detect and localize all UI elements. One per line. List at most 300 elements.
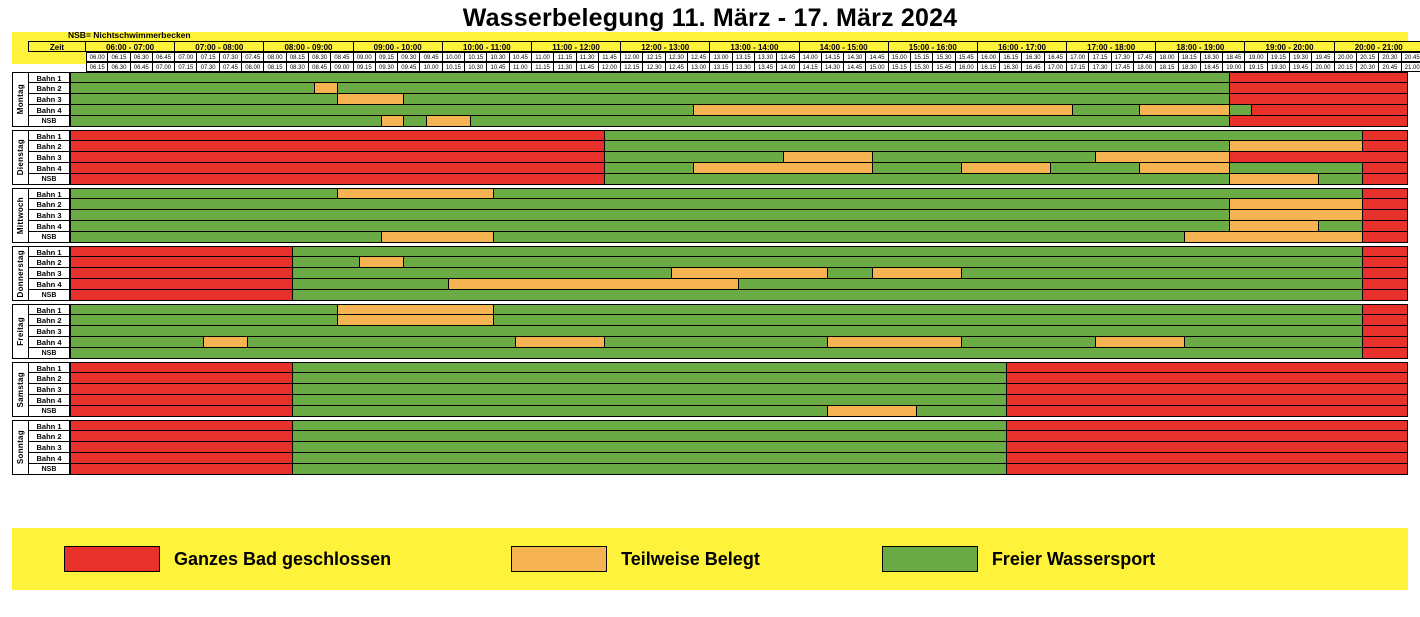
slot-block-closed xyxy=(70,373,293,384)
header-hour-cell: 08:00 - 09:00 xyxy=(264,41,353,52)
day-label-text: Sonntag xyxy=(16,430,25,465)
header-quarter-cell: 13.30 xyxy=(733,62,755,72)
slot-block-free xyxy=(605,174,1229,185)
slot-block-closed xyxy=(70,141,605,152)
header-quarter-cell: 18.15 xyxy=(1179,52,1201,62)
header-hour-cell: 11:00 - 12:00 xyxy=(532,41,621,52)
slot-block-closed xyxy=(70,163,605,174)
slot-block-closed xyxy=(70,362,293,373)
slot-block-closed xyxy=(1363,337,1408,348)
slot-block-free xyxy=(962,268,1363,279)
slot-block-closed xyxy=(70,384,293,395)
header-quarter-cell: 19.00 xyxy=(1245,52,1267,62)
header-quarter-cell: 12.30 xyxy=(643,62,665,72)
slot-block-free xyxy=(293,373,1007,384)
day-block-mittwoch xyxy=(12,188,1420,243)
header-quarter-cell: 21.00 xyxy=(1402,62,1420,72)
table-row xyxy=(28,72,1420,83)
table-row xyxy=(28,453,1420,464)
header-quarter-cell: 06.45 xyxy=(153,52,175,62)
header-quarter-cell: 12.45 xyxy=(666,62,688,72)
header-quarter-cell: 09.15 xyxy=(354,62,376,72)
slot-block-partial xyxy=(204,337,249,348)
header-hour-cell: 20:00 - 21:00 xyxy=(1335,41,1420,52)
lane-label: NSB xyxy=(28,464,70,475)
day-label-text: Dienstag xyxy=(16,139,25,176)
table-row xyxy=(28,94,1420,105)
slot-block-closed xyxy=(1007,464,1408,475)
slot-block-free xyxy=(293,290,1363,301)
lane-label: Bahn 4 xyxy=(28,105,70,116)
lane-label: Bahn 4 xyxy=(28,395,70,406)
slot-block-closed xyxy=(1230,152,1408,163)
header-quarter-cell: 08.15 xyxy=(287,52,309,62)
header-quarter-cell: 13.45 xyxy=(777,52,799,62)
header-hour-cell: 14:00 - 15:00 xyxy=(800,41,889,52)
table-row xyxy=(28,395,1420,406)
header-quarter-cell: 19.45 xyxy=(1312,52,1334,62)
slot-block-closed xyxy=(1007,453,1408,464)
header-quarter-cell: 13.15 xyxy=(733,52,755,62)
slot-block-free xyxy=(1073,105,1140,116)
header-quarter-cell: 18.30 xyxy=(1179,62,1201,72)
slot-block-closed xyxy=(70,174,605,185)
header-hour-cell: 19:00 - 20:00 xyxy=(1245,41,1334,52)
header-quarter-cell: 13.45 xyxy=(755,62,777,72)
slot-block-closed xyxy=(1007,431,1408,442)
header-quarter-cell: 09.00 xyxy=(354,52,376,62)
lane-label: Bahn 1 xyxy=(28,420,70,431)
slot-block-free xyxy=(1230,163,1364,174)
header-hour-cell: 17:00 - 18:00 xyxy=(1067,41,1156,52)
header-quarter-cell: 19.45 xyxy=(1290,62,1312,72)
slot-block-free xyxy=(293,406,828,417)
table-row xyxy=(28,232,1420,243)
lane-label: Bahn 2 xyxy=(28,431,70,442)
slot-block-free xyxy=(873,152,1096,163)
slot-block-closed xyxy=(70,420,293,431)
header-quarter-cell: 19.15 xyxy=(1268,52,1290,62)
header-quarter-cell: 19.15 xyxy=(1245,62,1267,72)
slot-block-free xyxy=(293,268,672,279)
slot-block-free xyxy=(293,442,1007,453)
slot-block-closed xyxy=(1252,105,1408,116)
slot-block-partial xyxy=(449,279,739,290)
slot-block-closed xyxy=(1363,304,1408,315)
slot-block-free xyxy=(1319,221,1364,232)
day-block-donnerstag xyxy=(12,246,1420,301)
table-row xyxy=(28,279,1420,290)
slot-block-partial xyxy=(1230,141,1364,152)
header-quarter-cell: 11.15 xyxy=(554,52,576,62)
legend xyxy=(12,528,1408,590)
table-row xyxy=(28,257,1420,268)
header-quarter-cell: 11.00 xyxy=(510,62,532,72)
slot-block-closed xyxy=(1363,315,1408,326)
header-quarter-cell: 07.00 xyxy=(175,52,197,62)
header-quarter-cell: 07.00 xyxy=(153,62,175,72)
slot-block-free xyxy=(1230,105,1252,116)
header-quarter-cell: 10.15 xyxy=(465,52,487,62)
lane-label: Bahn 2 xyxy=(28,315,70,326)
header-quarter-cell: 16.30 xyxy=(1000,62,1022,72)
slot-block-closed xyxy=(1363,246,1408,257)
header-quarter-cell: 17.45 xyxy=(1134,52,1156,62)
header-hour-cell: 06:00 - 07:00 xyxy=(86,41,175,52)
header-quarter-cell: 18.45 xyxy=(1223,52,1245,62)
slot-block-closed xyxy=(1007,420,1408,431)
header-quarter-cell: 17.00 xyxy=(1045,62,1067,72)
lane-label: Bahn 1 xyxy=(28,246,70,257)
header-quarter-cell: 07.15 xyxy=(197,52,219,62)
legend-item xyxy=(64,546,391,572)
slot-block-free xyxy=(70,210,1230,221)
header-quarter-cell: 16.00 xyxy=(978,52,1000,62)
day-label-text: Mittwoch xyxy=(16,196,25,235)
header-quarter-cell: 14.00 xyxy=(777,62,799,72)
lane-label: Bahn 4 xyxy=(28,337,70,348)
slot-block-closed xyxy=(70,130,605,141)
schedule-grid xyxy=(12,41,1420,475)
header-quarter-cell: 13.30 xyxy=(755,52,777,62)
header-quarter-cell: 13.00 xyxy=(710,52,732,62)
slot-block-free xyxy=(70,326,1363,337)
slot-block-closed xyxy=(1007,384,1408,395)
header-quarter-cell: 16.00 xyxy=(956,62,978,72)
header-quarter-cell: 20.45 xyxy=(1379,62,1401,72)
slot-block-free xyxy=(293,362,1007,373)
table-row xyxy=(28,304,1420,315)
slot-block-partial xyxy=(338,315,494,326)
lane-label: Bahn 3 xyxy=(28,384,70,395)
slot-block-closed xyxy=(1363,199,1408,210)
day-block-freitag xyxy=(12,304,1420,359)
header-quarter-cell: 20.15 xyxy=(1335,62,1357,72)
slot-block-free xyxy=(828,268,873,279)
slot-block-partial xyxy=(1230,221,1319,232)
header-quarter-row-start xyxy=(12,52,1420,62)
legend-label-closed: Ganzes Bad geschlossen xyxy=(174,548,392,569)
header-quarter-cell: 12.00 xyxy=(599,62,621,72)
header-quarter-cell: 14.45 xyxy=(844,62,866,72)
slot-block-free xyxy=(70,232,382,243)
header-quarter-cell: 20.15 xyxy=(1357,52,1379,62)
header-zeit-label: Zeit xyxy=(28,41,86,52)
header-quarter-cell: 12.00 xyxy=(621,52,643,62)
slot-block-partial xyxy=(873,268,962,279)
slot-block-closed xyxy=(1363,221,1408,232)
header-quarter-cell: 08.00 xyxy=(264,52,286,62)
day-label-text: Donnerstag xyxy=(16,249,25,298)
slot-block-partial xyxy=(1096,152,1230,163)
slot-block-free xyxy=(293,453,1007,464)
table-row xyxy=(28,431,1420,442)
slot-block-free xyxy=(70,337,204,348)
header-quarter-cell: 17.15 xyxy=(1067,62,1089,72)
header-hour-cell: 12:00 - 13:00 xyxy=(621,41,710,52)
slot-block-free xyxy=(404,94,1229,105)
header-quarter-cell: 14.00 xyxy=(800,52,822,62)
table-row xyxy=(28,210,1420,221)
day-blocks xyxy=(12,72,1420,475)
header-quarter-cell: 20.30 xyxy=(1379,52,1401,62)
slot-block-free xyxy=(605,141,1229,152)
day-label-text: Freitag xyxy=(16,317,25,346)
slot-block-partial xyxy=(315,83,337,94)
slot-block-closed xyxy=(1007,442,1408,453)
lane-label: Bahn 3 xyxy=(28,152,70,163)
slot-block-partial xyxy=(382,232,494,243)
legend-swatch-free xyxy=(882,546,978,572)
slot-block-closed xyxy=(1363,348,1408,359)
header-quarter-cell: 15.00 xyxy=(889,52,911,62)
slot-block-closed xyxy=(1230,83,1408,94)
slot-block-closed xyxy=(1230,72,1408,83)
legend-label-partial: Teilweise Belegt xyxy=(621,548,760,569)
header-quarter-cell: 07.45 xyxy=(242,52,264,62)
slot-block-closed xyxy=(70,395,293,406)
day-label xyxy=(12,246,28,301)
header-hour-cell: 16:00 - 17:00 xyxy=(978,41,1067,52)
slot-block-free xyxy=(605,130,1363,141)
header-quarter-cell: 06.45 xyxy=(131,62,153,72)
slot-block-closed xyxy=(70,279,293,290)
header-quarter-cell: 20.00 xyxy=(1335,52,1357,62)
table-row xyxy=(28,290,1420,301)
header-quarter-cell: 18.45 xyxy=(1201,62,1223,72)
slot-block-closed xyxy=(1363,232,1408,243)
slot-block-partial xyxy=(382,116,404,127)
lane-label: Bahn 3 xyxy=(28,94,70,105)
header-hour-cell: 07:00 - 08:00 xyxy=(175,41,264,52)
header-quarter-cell: 09.45 xyxy=(398,62,420,72)
header-quarter-cell: 08.45 xyxy=(331,52,353,62)
slot-block-free xyxy=(70,94,338,105)
slot-block-closed xyxy=(1363,163,1408,174)
slot-block-closed xyxy=(70,246,293,257)
lane-label: Bahn 2 xyxy=(28,83,70,94)
slot-block-partial xyxy=(1230,174,1319,185)
slot-block-free xyxy=(70,199,1230,210)
slot-block-partial xyxy=(360,257,405,268)
slot-block-closed xyxy=(1363,268,1408,279)
slot-block-free xyxy=(70,348,1363,359)
slot-block-free xyxy=(293,257,360,268)
slot-block-partial xyxy=(338,304,494,315)
day-block-dienstag xyxy=(12,130,1420,185)
slot-block-closed xyxy=(70,464,293,475)
slot-block-closed xyxy=(1363,210,1408,221)
slot-block-closed xyxy=(70,152,605,163)
table-row xyxy=(28,326,1420,337)
lane-label: Bahn 3 xyxy=(28,326,70,337)
lane-label: Bahn 1 xyxy=(28,188,70,199)
legend-swatch-partial xyxy=(511,546,607,572)
lane-label: Bahn 3 xyxy=(28,210,70,221)
header-quarter-cell: 18.00 xyxy=(1156,52,1178,62)
slot-block-closed xyxy=(70,257,293,268)
header-quarter-cell: 11.45 xyxy=(577,62,599,72)
day-label-text: Montag xyxy=(16,84,25,115)
lane-label: Bahn 2 xyxy=(28,141,70,152)
header-quarter-cell: 16.30 xyxy=(1022,52,1044,62)
header-quarter-cell: 17.30 xyxy=(1112,52,1134,62)
day-label xyxy=(12,420,28,475)
header-quarter-cell: 12.15 xyxy=(643,52,665,62)
header-quarter-cell: 10.30 xyxy=(465,62,487,72)
slot-block-partial xyxy=(338,188,494,199)
table-row xyxy=(28,199,1420,210)
header-quarter-cell: 17.45 xyxy=(1112,62,1134,72)
slot-block-free xyxy=(605,163,694,174)
header-quarter-cell: 10.00 xyxy=(443,52,465,62)
table-row xyxy=(28,268,1420,279)
table-row xyxy=(28,105,1420,116)
header-quarter-cell: 18.30 xyxy=(1201,52,1223,62)
table-row xyxy=(28,420,1420,431)
header-quarter-cell: 06.30 xyxy=(131,52,153,62)
header-hour-cell: 09:00 - 10:00 xyxy=(354,41,443,52)
header-hour-cell: 18:00 - 19:00 xyxy=(1156,41,1245,52)
slot-block-closed xyxy=(70,431,293,442)
header-quarter-cell: 07.30 xyxy=(220,52,242,62)
slot-block-closed xyxy=(70,268,293,279)
header-quarter-cell: 16.15 xyxy=(1000,52,1022,62)
slot-block-closed xyxy=(1363,174,1408,185)
slot-block-partial xyxy=(962,163,1051,174)
slot-block-partial xyxy=(1185,232,1363,243)
header-hour-cell: 10:00 - 11:00 xyxy=(443,41,532,52)
lane-label: NSB xyxy=(28,348,70,359)
day-label xyxy=(12,130,28,185)
header-quarter-cell: 08.00 xyxy=(242,62,264,72)
header-quarter-cell: 14.15 xyxy=(800,62,822,72)
header-quarter-cell: 15.00 xyxy=(866,62,888,72)
table-row xyxy=(28,141,1420,152)
table-row xyxy=(28,315,1420,326)
table-row xyxy=(28,130,1420,141)
slot-block-free xyxy=(293,279,449,290)
lane-label: Bahn 2 xyxy=(28,257,70,268)
slot-block-closed xyxy=(70,442,293,453)
slot-block-free xyxy=(293,395,1007,406)
slot-block-partial xyxy=(694,105,1073,116)
header-quarter-cell: 07.15 xyxy=(175,62,197,72)
legend-item xyxy=(882,546,1155,572)
slot-block-partial xyxy=(1140,105,1229,116)
header-quarter-cell: 18.00 xyxy=(1134,62,1156,72)
slot-block-free xyxy=(293,431,1007,442)
table-row xyxy=(28,174,1420,185)
header-quarter-cell: 08.30 xyxy=(287,62,309,72)
slot-block-free xyxy=(70,221,1230,232)
slot-block-free xyxy=(70,315,338,326)
header-quarter-cell: 12.30 xyxy=(666,52,688,62)
slot-block-free xyxy=(404,116,426,127)
header-quarter-cell: 14.30 xyxy=(844,52,866,62)
slot-block-free xyxy=(293,420,1007,431)
lane-label: NSB xyxy=(28,406,70,417)
slot-block-free xyxy=(70,116,382,127)
header-quarter-cell: 18.15 xyxy=(1156,62,1178,72)
header-quarter-cell: 10.45 xyxy=(510,52,532,62)
header-quarter-cell: 19.00 xyxy=(1223,62,1245,72)
header-quarter-cell: 10.15 xyxy=(443,62,465,72)
header-quarter-cell: 12.45 xyxy=(688,52,710,62)
legend-item xyxy=(511,546,760,572)
header-quarter-cell: 10.00 xyxy=(420,62,442,72)
header-quarter-cell: 14.30 xyxy=(822,62,844,72)
header-quarter-cell: 14.15 xyxy=(822,52,844,62)
slot-block-closed xyxy=(1363,326,1408,337)
header-quarter-cell: 17.15 xyxy=(1089,52,1111,62)
header-quarter-cell: 10.45 xyxy=(487,62,509,72)
header-quarter-cell: 15.30 xyxy=(911,62,933,72)
slot-block-closed xyxy=(1007,406,1408,417)
slot-block-closed xyxy=(1007,373,1408,384)
slot-block-partial xyxy=(694,163,872,174)
lane-label: Bahn 3 xyxy=(28,442,70,453)
table-row xyxy=(28,337,1420,348)
slot-block-partial xyxy=(1096,337,1185,348)
header-quarter-cell: 12.15 xyxy=(621,62,643,72)
header-quarter-cell: 08.30 xyxy=(309,52,331,62)
header-quarter-cell: 15.15 xyxy=(889,62,911,72)
slot-block-closed xyxy=(70,406,293,417)
table-row xyxy=(28,163,1420,174)
day-block-montag xyxy=(12,72,1420,127)
lane-label: Bahn 1 xyxy=(28,130,70,141)
header-quarter-cell: 08.15 xyxy=(264,62,286,72)
slot-block-closed xyxy=(1363,130,1408,141)
slot-block-closed xyxy=(1007,395,1408,406)
legend-label-free: Freier Wassersport xyxy=(991,548,1156,569)
header-quarter-cell: 11.30 xyxy=(554,62,576,72)
header-quarter-cell: 16.15 xyxy=(978,62,1000,72)
slot-block-free xyxy=(404,257,1363,268)
header-quarter-cell: 09.15 xyxy=(376,52,398,62)
slot-block-free xyxy=(605,337,828,348)
header-quarter-cell: 16.45 xyxy=(1045,52,1067,62)
slot-block-partial xyxy=(1230,210,1364,221)
lane-label: Bahn 1 xyxy=(28,304,70,315)
slot-block-free xyxy=(494,304,1364,315)
table-row xyxy=(28,384,1420,395)
slot-block-free xyxy=(1185,337,1363,348)
table-row xyxy=(28,442,1420,453)
slot-block-free xyxy=(1051,163,1140,174)
day-label xyxy=(12,72,28,127)
slot-block-free xyxy=(873,163,962,174)
slot-block-free xyxy=(70,83,315,94)
header-quarter-cell: 09.30 xyxy=(376,62,398,72)
header-quarter-cell: 07.45 xyxy=(220,62,242,72)
header-quarter-cell: 16.45 xyxy=(1022,62,1044,72)
slot-block-closed xyxy=(1363,257,1408,268)
nsb-note: NSB= Nichtschwimmerbecken xyxy=(68,30,191,40)
header-quarter-cell: 13.15 xyxy=(710,62,732,72)
table-row xyxy=(28,188,1420,199)
table-row xyxy=(28,373,1420,384)
slot-block-partial xyxy=(516,337,605,348)
slot-block-free xyxy=(70,105,694,116)
header-quarter-cell: 06.30 xyxy=(108,62,130,72)
header-quarter-cell: 09.00 xyxy=(331,62,353,72)
table-row xyxy=(28,406,1420,417)
header-quarter-cell: 14.45 xyxy=(866,52,888,62)
header-quarter-cell: 20.30 xyxy=(1357,62,1379,72)
header-quarter-cell: 11.15 xyxy=(532,62,554,72)
